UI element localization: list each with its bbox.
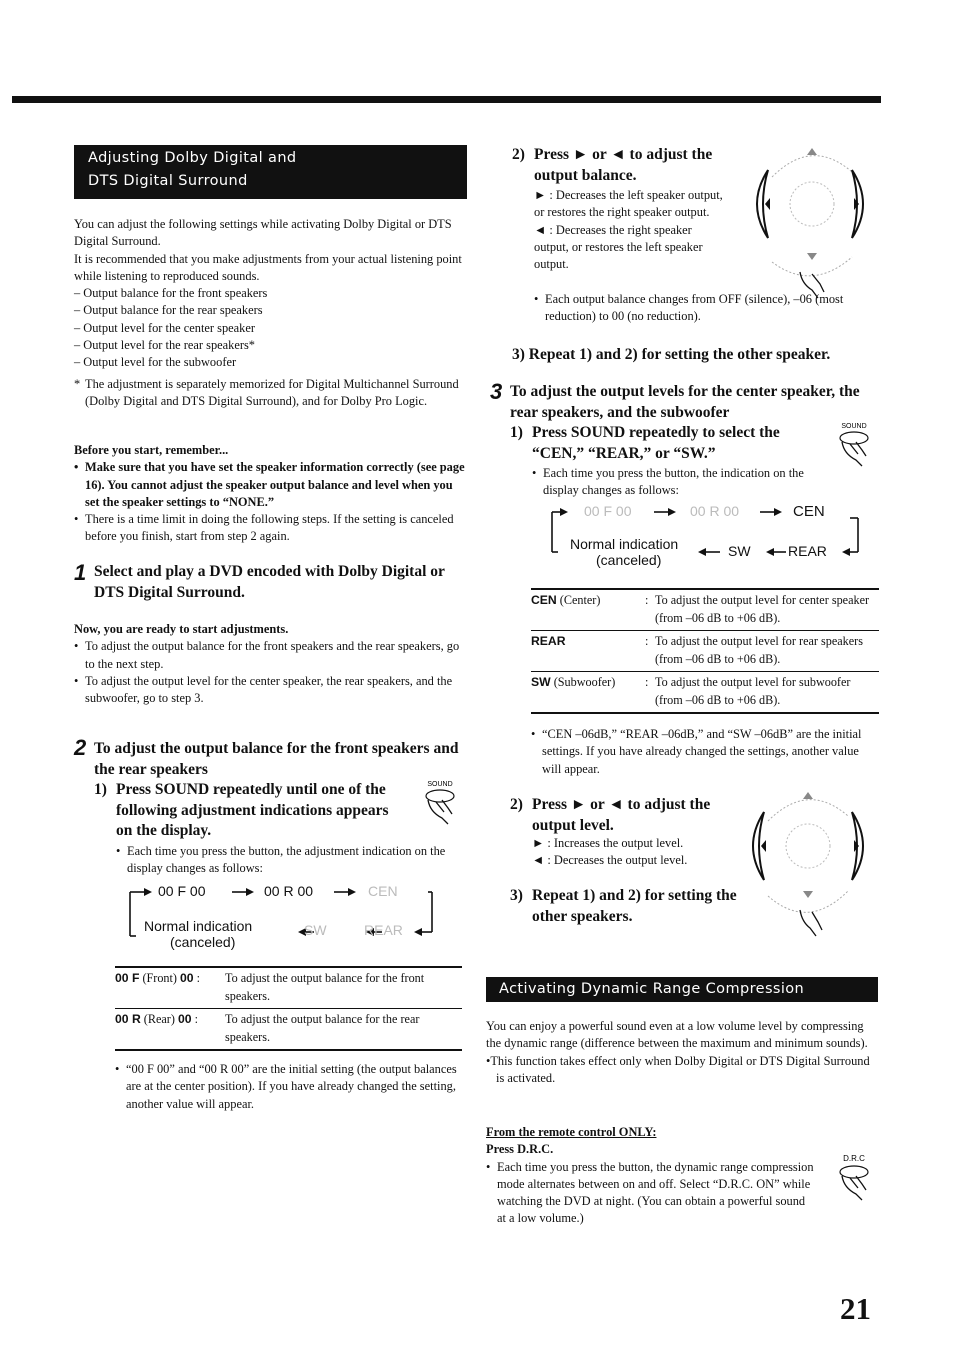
step-2-3-text: 3) Repeat 1) and 2) for setting the other speaker. <box>512 346 831 363</box>
press-hand-icon <box>418 778 462 828</box>
press-hand-icon <box>832 420 876 470</box>
cursor-pad-icon <box>752 142 882 302</box>
cycle-a-canceled: (canceled) <box>170 934 236 950</box>
list-item: – Output balance for the front speakers <box>74 286 268 301</box>
left-key-desc: ◄ : Decreases the output level. <box>532 853 688 868</box>
drc-bullet: • Each time you press the button, the dynamic range compression mode alternates between on and off. Select “D.R.C. ON” while watching the DVD at night. (You can obtain a powerful sound at a low volume.) <box>486 1159 816 1228</box>
step-3-1-text: Press SOUND repeatedly to select the “CEN,” “REAR,” or “SW.” <box>532 424 780 462</box>
sound-label: SOUND <box>427 781 453 788</box>
sound-label: SOUND <box>841 423 867 430</box>
table-desc: To adjust the output level for center speaker (from –06 dB to +06 dB). <box>655 593 870 625</box>
cycle-a-normal: Normal indication <box>144 918 253 934</box>
step-3 <box>490 379 882 423</box>
press-hand-icon <box>832 1152 876 1202</box>
list-item: – Output level for the center speaker <box>74 320 255 335</box>
cycle-b-front: 00 F 00 <box>584 503 632 519</box>
list-item: – Output level for the subwoofer <box>74 355 237 370</box>
table-desc: To adjust the output balance for the front speakers. <box>225 971 425 1003</box>
right-key-desc: ► : Decreases the left speaker output, or restores the right speaker output. <box>534 188 723 220</box>
step-3-2 <box>510 795 740 836</box>
page-number: 21 <box>840 1291 871 1326</box>
asterisk-mark: * <box>74 376 81 391</box>
drc-remote-only: From the remote control ONLY: <box>486 1125 657 1139</box>
memorized-note <box>74 376 466 411</box>
table-desc: To adjust the output balance for the rear speakers. <box>225 1012 420 1044</box>
drc-remote <box>486 1124 816 1228</box>
drc-paragraph-2: •This function takes effect only when Dolby Digital or DTS Digital Surround is activated. <box>486 1053 870 1085</box>
step-3-1 <box>510 423 820 464</box>
step-2-1-bullet-text: • Each time you press the button, the adjustment indication on the display changes as follows: <box>116 843 461 878</box>
step-2-3 <box>512 345 882 366</box>
step-2-2-bullet-text: • Each output balance changes from OFF (silence), –06 (most reduction) to 00 (no reduction). <box>534 291 879 326</box>
ready-title: Now, you are ready to start adjustments. <box>74 622 289 636</box>
step-3-1-bullet-text: • Each time you press the button, the indication on the display changes as follows: <box>532 465 832 500</box>
before-start-bullet-1: • Make sure that you have set the speaker information correctly (see page 16). You cannot adjust the speaker output balance and level when you set the speaker settings to “NONE.” <box>74 459 466 511</box>
step-2-2 <box>512 145 732 186</box>
section-title-drc <box>486 977 878 1002</box>
cycle-b-sw: SW <box>728 543 751 559</box>
table-key: 00 R <box>115 1012 141 1026</box>
table-desc: To adjust the output level for subwoofer (from –06 dB to +06 dB). <box>655 675 851 707</box>
section-title-line1: Adjusting Dolby Digital and <box>88 150 297 166</box>
cycle-a-rear: REAR <box>364 922 403 938</box>
top-rule <box>12 96 881 103</box>
step-2-1-text: Press SOUND repeatedly until one of the following adjustment indications appears on the display. <box>116 781 389 839</box>
table-key: 00 F <box>115 971 140 985</box>
step-1 <box>74 562 466 603</box>
drc-title-text: Activating Dynamic Range Compression <box>499 981 805 997</box>
balance-initial-note-text: • “00 F 00” and “00 R 00” are the initial setting (the output balances are at the center position). If you have already changed the setting, another value will appear. <box>115 1061 462 1113</box>
cursor-pad-icon <box>748 786 878 946</box>
step-2-1-bullet <box>116 843 461 878</box>
settings-list <box>74 285 466 371</box>
step-2-text: To adjust the output balance for the front speakers and the rear speakers <box>94 740 459 778</box>
drc-label: D.R.C <box>843 1154 865 1163</box>
drc-press-label: Press D.R.C. <box>486 1142 554 1157</box>
ready-bullet-2: • To adjust the output level for the center speaker, the rear speakers, and the subwoofer, go to step 3. <box>74 673 466 708</box>
step-1-number: 1 <box>74 560 87 585</box>
step-3-3-number: 3) <box>510 887 523 904</box>
drc-paragraph-2-text: This function takes effect only when Dolby Digital or DTS Digital Surround is activated. <box>490 1053 870 1085</box>
table-key: REAR <box>531 634 566 648</box>
table-key-value: 00 <box>180 971 194 985</box>
cycle-a-cen: CEN <box>368 883 398 899</box>
step-2-2-text: Press ► or ◄ to adjust the output balance. <box>534 146 713 184</box>
step-3-2-number: 2) <box>510 796 523 813</box>
level-table <box>531 588 879 714</box>
sound-button-graphic <box>418 778 462 828</box>
drc-paragraph-1: You can enjoy a powerful sound even at a low volume level by compressing the dynamic range (difference between the maximum and minimum sounds). <box>486 1019 868 1051</box>
cursor-pad-graphic-1 <box>752 142 882 302</box>
memorized-note-text: The adjustment is separately memorized for Digital Multichannel Surround (Dolby Digital and DTS Digital Surround), and for Dolby Pro Logic. <box>85 376 459 408</box>
table-row: REAR : To adjust the output level for rear speakers (from –06 dB to +06 dB). <box>531 631 879 672</box>
cycle-a-rear-balance: 00 R 00 <box>264 883 314 899</box>
table-key-paren: (Center) <box>559 593 601 607</box>
drc-button-graphic <box>832 1152 876 1202</box>
cycle-b-canceled: (canceled) <box>596 552 662 568</box>
cycle-b-rear-balance: 00 R 00 <box>690 503 740 519</box>
cycle-a-front: 00 F 00 <box>158 883 206 899</box>
table-key: SW <box>531 675 551 689</box>
intro-paragraph-1: You can adjust the following settings while activating Dolby Digital or DTS Digital Surround. <box>74 217 452 249</box>
list-item: – Output level for the rear speakers* <box>74 338 255 353</box>
step-3-number: 3 <box>490 379 503 404</box>
level-initial-note <box>531 726 879 778</box>
cycle-a-sw: SW <box>304 922 327 938</box>
table-desc: To adjust the output level for rear speakers (from –06 dB to +06 dB). <box>655 634 863 666</box>
section-title-dolby-dts <box>74 145 467 199</box>
list-item: – Output balance for the rear speakers <box>74 303 263 318</box>
step-3-2-text: Press ► or ◄ to adjust the output level. <box>532 796 711 834</box>
step-3-3 <box>510 886 740 927</box>
intro-paragraph-2: It is recommended that you make adjustments from your actual listening point while listening to reproduced sounds. <box>74 251 462 283</box>
before-start-title: Before you start, remember... <box>74 443 229 457</box>
intro-block <box>74 216 466 410</box>
balance-table <box>115 966 462 1051</box>
step-2-2-bullet <box>534 291 879 326</box>
cycle-b-normal: Normal indication <box>570 536 679 552</box>
table-row: 00 F (Front) 00 : To adjust the output balance for the front speakers. <box>115 968 462 1009</box>
table-row: CEN (Center) : To adjust the output level for center speaker (from –06 dB to +06 dB). <box>531 590 879 631</box>
table-key-paren: (Rear) <box>143 1012 175 1026</box>
sound-button-graphic-2 <box>832 420 876 470</box>
indication-cycle-b <box>540 500 862 576</box>
cycle-b-rear: REAR <box>788 543 827 559</box>
table-key-paren: (Subwoofer) <box>553 675 616 689</box>
step-3-text: To adjust the output levels for the center speaker, the rear speakers, and the subwoofer <box>510 383 860 421</box>
step-1-text: Select and play a DVD encoded with Dolby Digital or DTS Digital Surround. <box>94 563 445 601</box>
section-title-line2: DTS Digital Surround <box>88 173 248 189</box>
before-start-bullet-2: • There is a time limit in doing the following steps. If the setting is canceled before you finish, start from step 2 again. <box>74 511 466 546</box>
step-3-2-keys <box>532 835 752 870</box>
ready-bullet-1: • To adjust the output balance for the front speakers and the rear speakers, go to the next step. <box>74 638 466 673</box>
step-2 <box>74 735 466 780</box>
step-2-1 <box>94 780 404 842</box>
table-key-paren: (Front) <box>142 971 177 985</box>
right-key-desc: ► : Increases the output level. <box>532 836 684 850</box>
cycle-b-cen: CEN <box>793 503 825 520</box>
step-3-3-text: Repeat 1) and 2) for setting the other speakers. <box>532 887 737 925</box>
table-row: 00 R (Rear) 00 : To adjust the output balance for the rear speakers. <box>115 1009 462 1051</box>
drc-intro <box>486 1018 878 1087</box>
step-2-2-keys <box>534 187 724 273</box>
step-2-1-number: 1) <box>94 781 107 798</box>
table-row: SW (Subwoofer) : To adjust the output level for subwoofer (from –06 dB to +06 dB). <box>531 672 879 714</box>
step-3-1-number: 1) <box>510 424 523 441</box>
step-2-number: 2 <box>74 735 87 760</box>
before-start-block <box>74 442 466 546</box>
ready-block <box>74 621 466 707</box>
level-initial-note-text: • “CEN –06dB,” “REAR –06dB,” and “SW –06dB” are the initial settings. If you have already changed the settings, another value will appear. <box>531 726 879 778</box>
step-2-2-number: 2) <box>512 146 525 163</box>
indication-cycle-a <box>128 880 444 956</box>
step-3-1-bullet <box>532 465 832 500</box>
cursor-pad-graphic-2 <box>748 786 878 946</box>
table-key-value: 00 <box>177 1012 192 1026</box>
balance-initial-note <box>115 1061 462 1113</box>
table-key: CEN <box>531 593 557 607</box>
left-key-desc: ◄ : Decreases the right speaker output, or restores the left speaker output. <box>534 222 703 272</box>
